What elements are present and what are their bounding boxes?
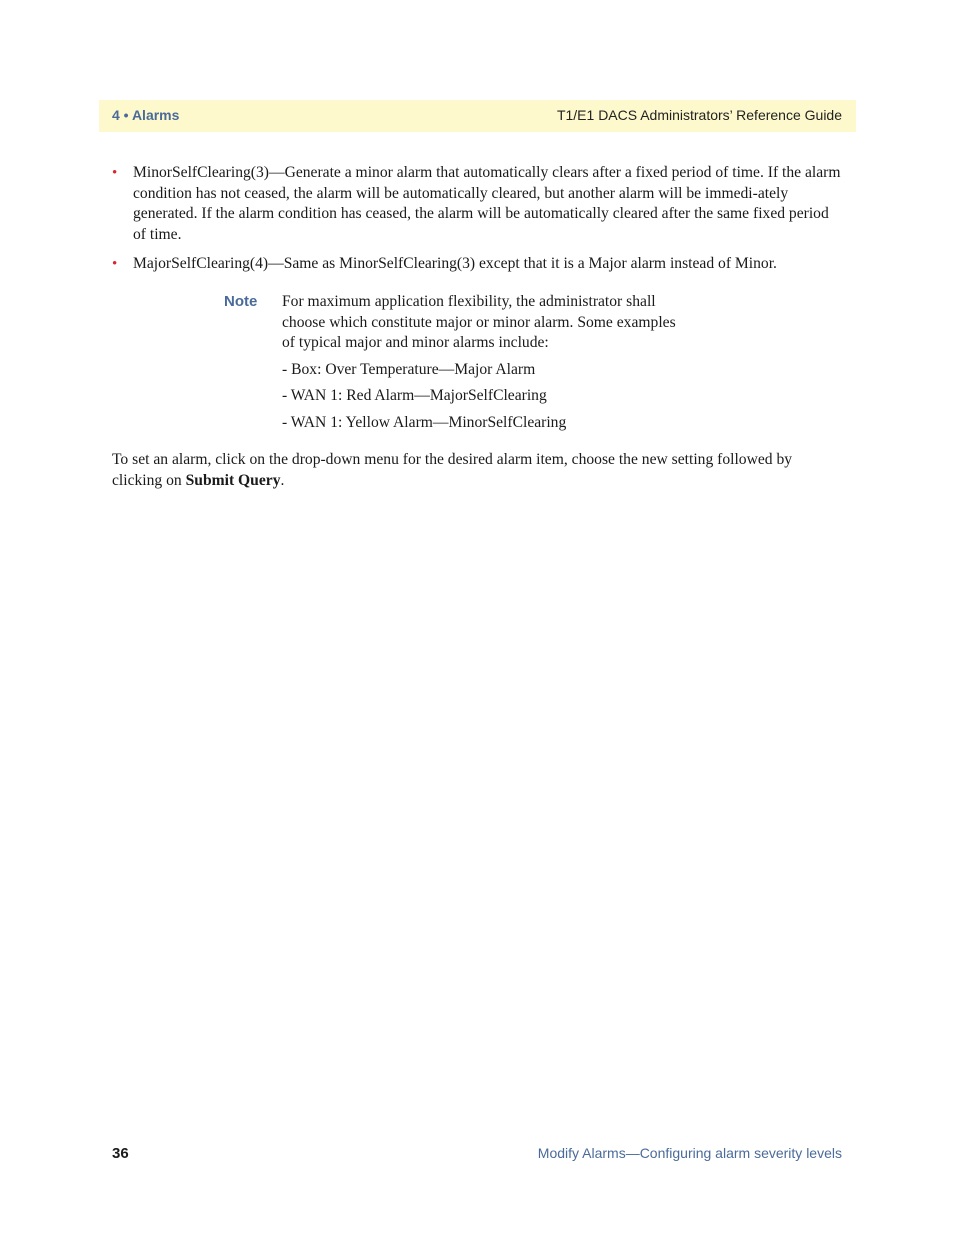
chapter-label: 4 • Alarms (112, 107, 180, 123)
page-number: 36 (112, 1145, 129, 1162)
note-example: - WAN 1: Yellow Alarm—MinorSelfClearing (282, 413, 567, 431)
guide-title: T1/E1 DACS Administrators’ Reference Guide (556, 107, 842, 123)
page-body (112, 163, 842, 491)
instruction-paragraph (112, 450, 842, 491)
bullet-icon: • (112, 165, 118, 181)
note-label: Note (224, 293, 258, 310)
bullet-item-minor-self-clearing (112, 163, 842, 245)
note-text: For maximum application flexibility, the administrator shall choose which constitute major or minor alarm. Some examples of typical major and minor alarms include: (282, 293, 676, 351)
note-body (282, 292, 684, 433)
footer-section-title: Modify Alarms—Configuring alarm severity levels (537, 1145, 842, 1161)
instruction-text: To set an alarm, click on the drop-down menu for the desired alarm item, choose the new setting followed by clicking on (112, 451, 793, 489)
bullet-item-major-self-clearing (112, 254, 842, 275)
note-example: - Box: Over Temperature—Major Alarm (282, 360, 536, 378)
note-block (224, 292, 684, 433)
submit-query-label: Submit Query (185, 471, 281, 489)
bullet-icon: • (112, 255, 118, 272)
instruction-end: . (280, 471, 285, 489)
bullet-text: MinorSelfClearing(3)—Generate a minor alarm that automatically clears after a fixed period of time. If the alarm condition has not ceased, the alarm will be automatically cleared, but another alarm will be immedi-ately generated. If the alarm condition has ceased, the alarm will be automatically cleared after the same fixed period of time. (133, 164, 841, 243)
note-example: - WAN 1: Red Alarm—MajorSelfClearing (282, 387, 547, 404)
bullet-text: MajorSelfClearing(4)—Same as MinorSelfClearing(3) except that it is a Major alarm instead of Minor. (133, 254, 777, 272)
running-header (99, 100, 856, 132)
